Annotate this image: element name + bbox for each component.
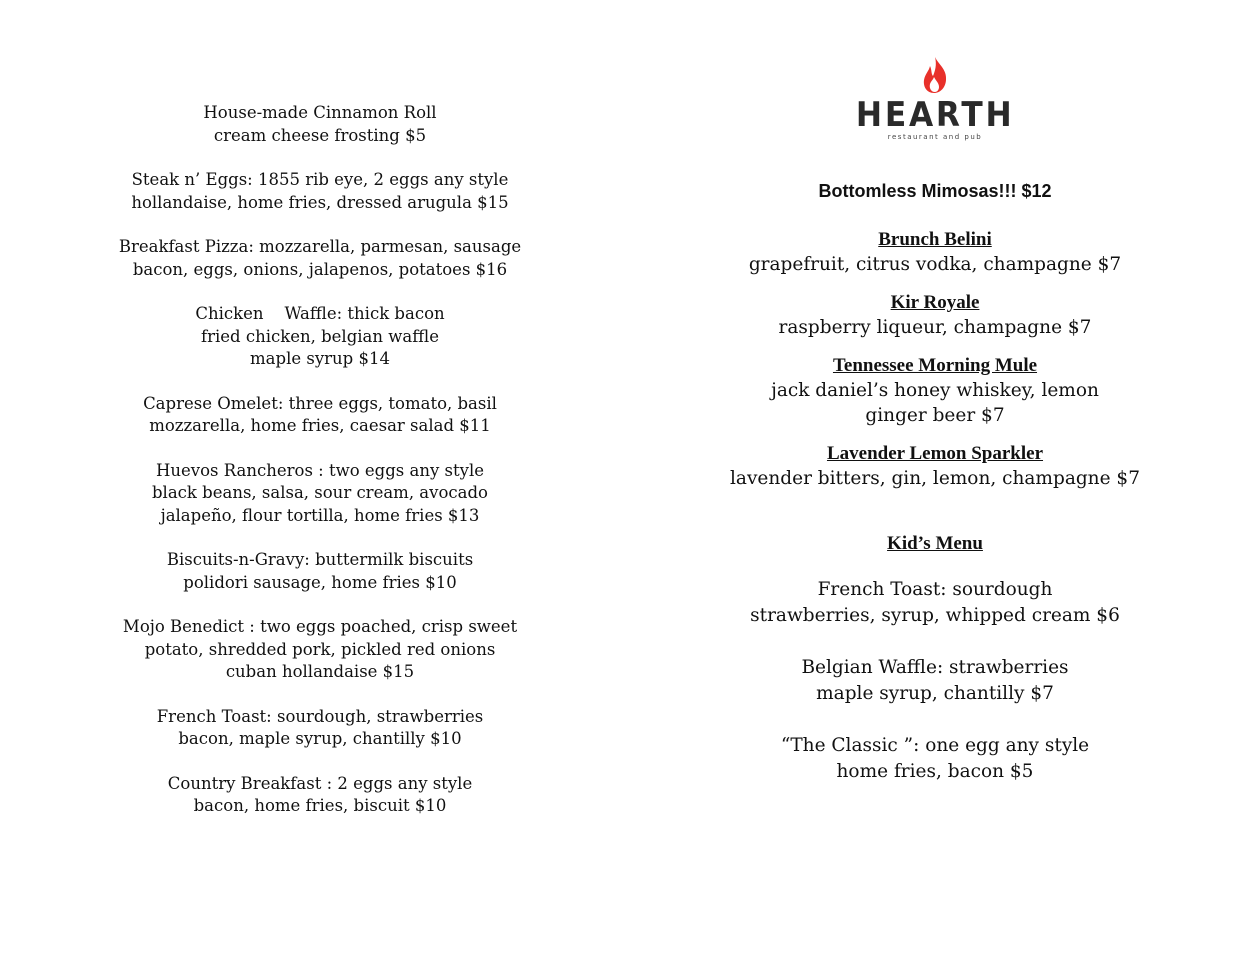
menu-item-line: Mojo Benedict : two eggs poached, crisp sweet xyxy=(122,617,518,636)
drink-name: Brunch Belini xyxy=(878,229,992,250)
menu-item-line: maple syrup $14 xyxy=(250,349,390,368)
menu-item-cinnamon-roll xyxy=(110,102,530,147)
menu-item-line: Country Breakfast : 2 eggs any style xyxy=(167,773,473,793)
menu-item-line: mozzarella, home fries, caesar salad $11 xyxy=(149,416,491,435)
menu-item-line: Biscuits-n-Gravy: buttermilk biscuits xyxy=(166,550,474,569)
menu-item-chicken-waffle xyxy=(110,303,530,371)
drinks-and-kids-column xyxy=(690,56,1180,811)
drink-description xyxy=(690,315,1180,340)
brunch-menu-column xyxy=(110,102,530,840)
drink-description-line: ginger beer $7 xyxy=(865,405,1005,426)
kids-item-line: maple syrup, chantilly $7 xyxy=(816,683,1054,704)
drink-name: Tennessee Morning Mule xyxy=(832,355,1038,376)
menu-item-line: polidori sausage, home fries $10 xyxy=(183,572,457,592)
menu-item-line: fried chicken, belgian waffle xyxy=(201,326,439,346)
kids-item-line: strawberries, syrup, whipped cream $6 xyxy=(750,605,1120,626)
kids-item-line: home fries, bacon $5 xyxy=(836,761,1034,782)
menu-item-huevos-rancheros xyxy=(110,460,530,528)
kids-item-line: French Toast: sourdough xyxy=(817,579,1053,600)
menu-item-line: bacon, maple syrup, chantilly $10 xyxy=(178,729,462,748)
menu-item-steak-n-eggs xyxy=(110,169,530,214)
drink-lavender-lemon-sparkler xyxy=(690,442,1180,491)
drink-description-line: jack daniel’s honey whiskey, lemon xyxy=(771,380,1099,401)
menu-item-line: hollandaise, home fries, dressed arugula $15 xyxy=(131,192,509,212)
menu-item-line: bacon, home fries, biscuit $10 xyxy=(193,796,447,815)
menu-item-french-toast xyxy=(110,706,530,751)
menu-item-line: Caprese Omelet: three eggs, tomato, basil xyxy=(143,393,497,413)
logo-wordmark: HEARTH xyxy=(855,95,1015,135)
kids-item-line: “The Classic ”: one egg any style xyxy=(780,735,1090,756)
menu-item-line: Breakfast Pizza: mozzarella, parmesan, sausage xyxy=(118,237,522,256)
menu-item-line: Huevos Rancheros : two eggs any style xyxy=(155,460,484,480)
bottomless-mimosas-banner: Bottomless Mimosas!!! $12 xyxy=(818,181,1052,201)
menu-item-line: Chicken Waffle: thick bacon xyxy=(195,304,445,323)
kids-item-the-classic xyxy=(690,733,1180,785)
drink-description xyxy=(690,252,1180,277)
menu-item-line: cream cheese frosting $5 xyxy=(213,125,427,145)
drink-description xyxy=(690,466,1180,491)
kids-item-french-toast xyxy=(690,577,1180,629)
logo-tagline: restaurant and pub xyxy=(887,133,983,141)
drink-description-line: raspberry liqueur, champagne $7 xyxy=(778,317,1092,338)
drink-kir-royale xyxy=(690,291,1180,340)
drink-brunch-belini xyxy=(690,228,1180,277)
menu-item-line: cuban hollandaise $15 xyxy=(225,662,415,681)
hearth-logo xyxy=(690,56,1180,141)
menu-item-breakfast-pizza xyxy=(110,236,530,281)
kids-menu-heading: Kid’s Menu xyxy=(887,533,983,554)
drink-description-line: grapefruit, citrus vodka, champagne $7 xyxy=(748,254,1122,275)
menu-item-country-breakfast xyxy=(110,773,530,818)
kids-item-belgian-waffle xyxy=(690,655,1180,707)
drink-description-line: lavender bitters, gin, lemon, champagne $7 xyxy=(730,468,1140,489)
menu-item-line: bacon, eggs, onions, jalapenos, potatoes $16 xyxy=(132,259,508,279)
menu-item-line: potato, shredded pork, pickled red onions xyxy=(144,639,496,659)
drink-name: Lavender Lemon Sparkler xyxy=(826,443,1044,464)
drink-name: Kir Royale xyxy=(890,292,980,313)
menu-item-line: black beans, salsa, sour cream, avocado xyxy=(152,483,488,502)
menu-item-caprese-omelet xyxy=(110,393,530,438)
drink-tennessee-morning-mule xyxy=(690,354,1180,428)
menu-item-line: French Toast: sourdough, strawberries xyxy=(156,706,484,726)
flame-icon xyxy=(920,56,950,94)
menu-item-line: Steak n’ Eggs: 1855 rib eye, 2 eggs any style xyxy=(131,170,509,189)
kids-item-line: Belgian Waffle: strawberries xyxy=(801,657,1069,678)
menu-item-mojo-benedict xyxy=(110,616,530,684)
menu-item-line: House-made Cinnamon Roll xyxy=(203,103,437,122)
menu-item-line: jalapeño, flour tortilla, home fries $13 xyxy=(160,505,480,525)
menu-item-biscuits-n-gravy xyxy=(110,549,530,594)
drink-description xyxy=(690,378,1180,428)
